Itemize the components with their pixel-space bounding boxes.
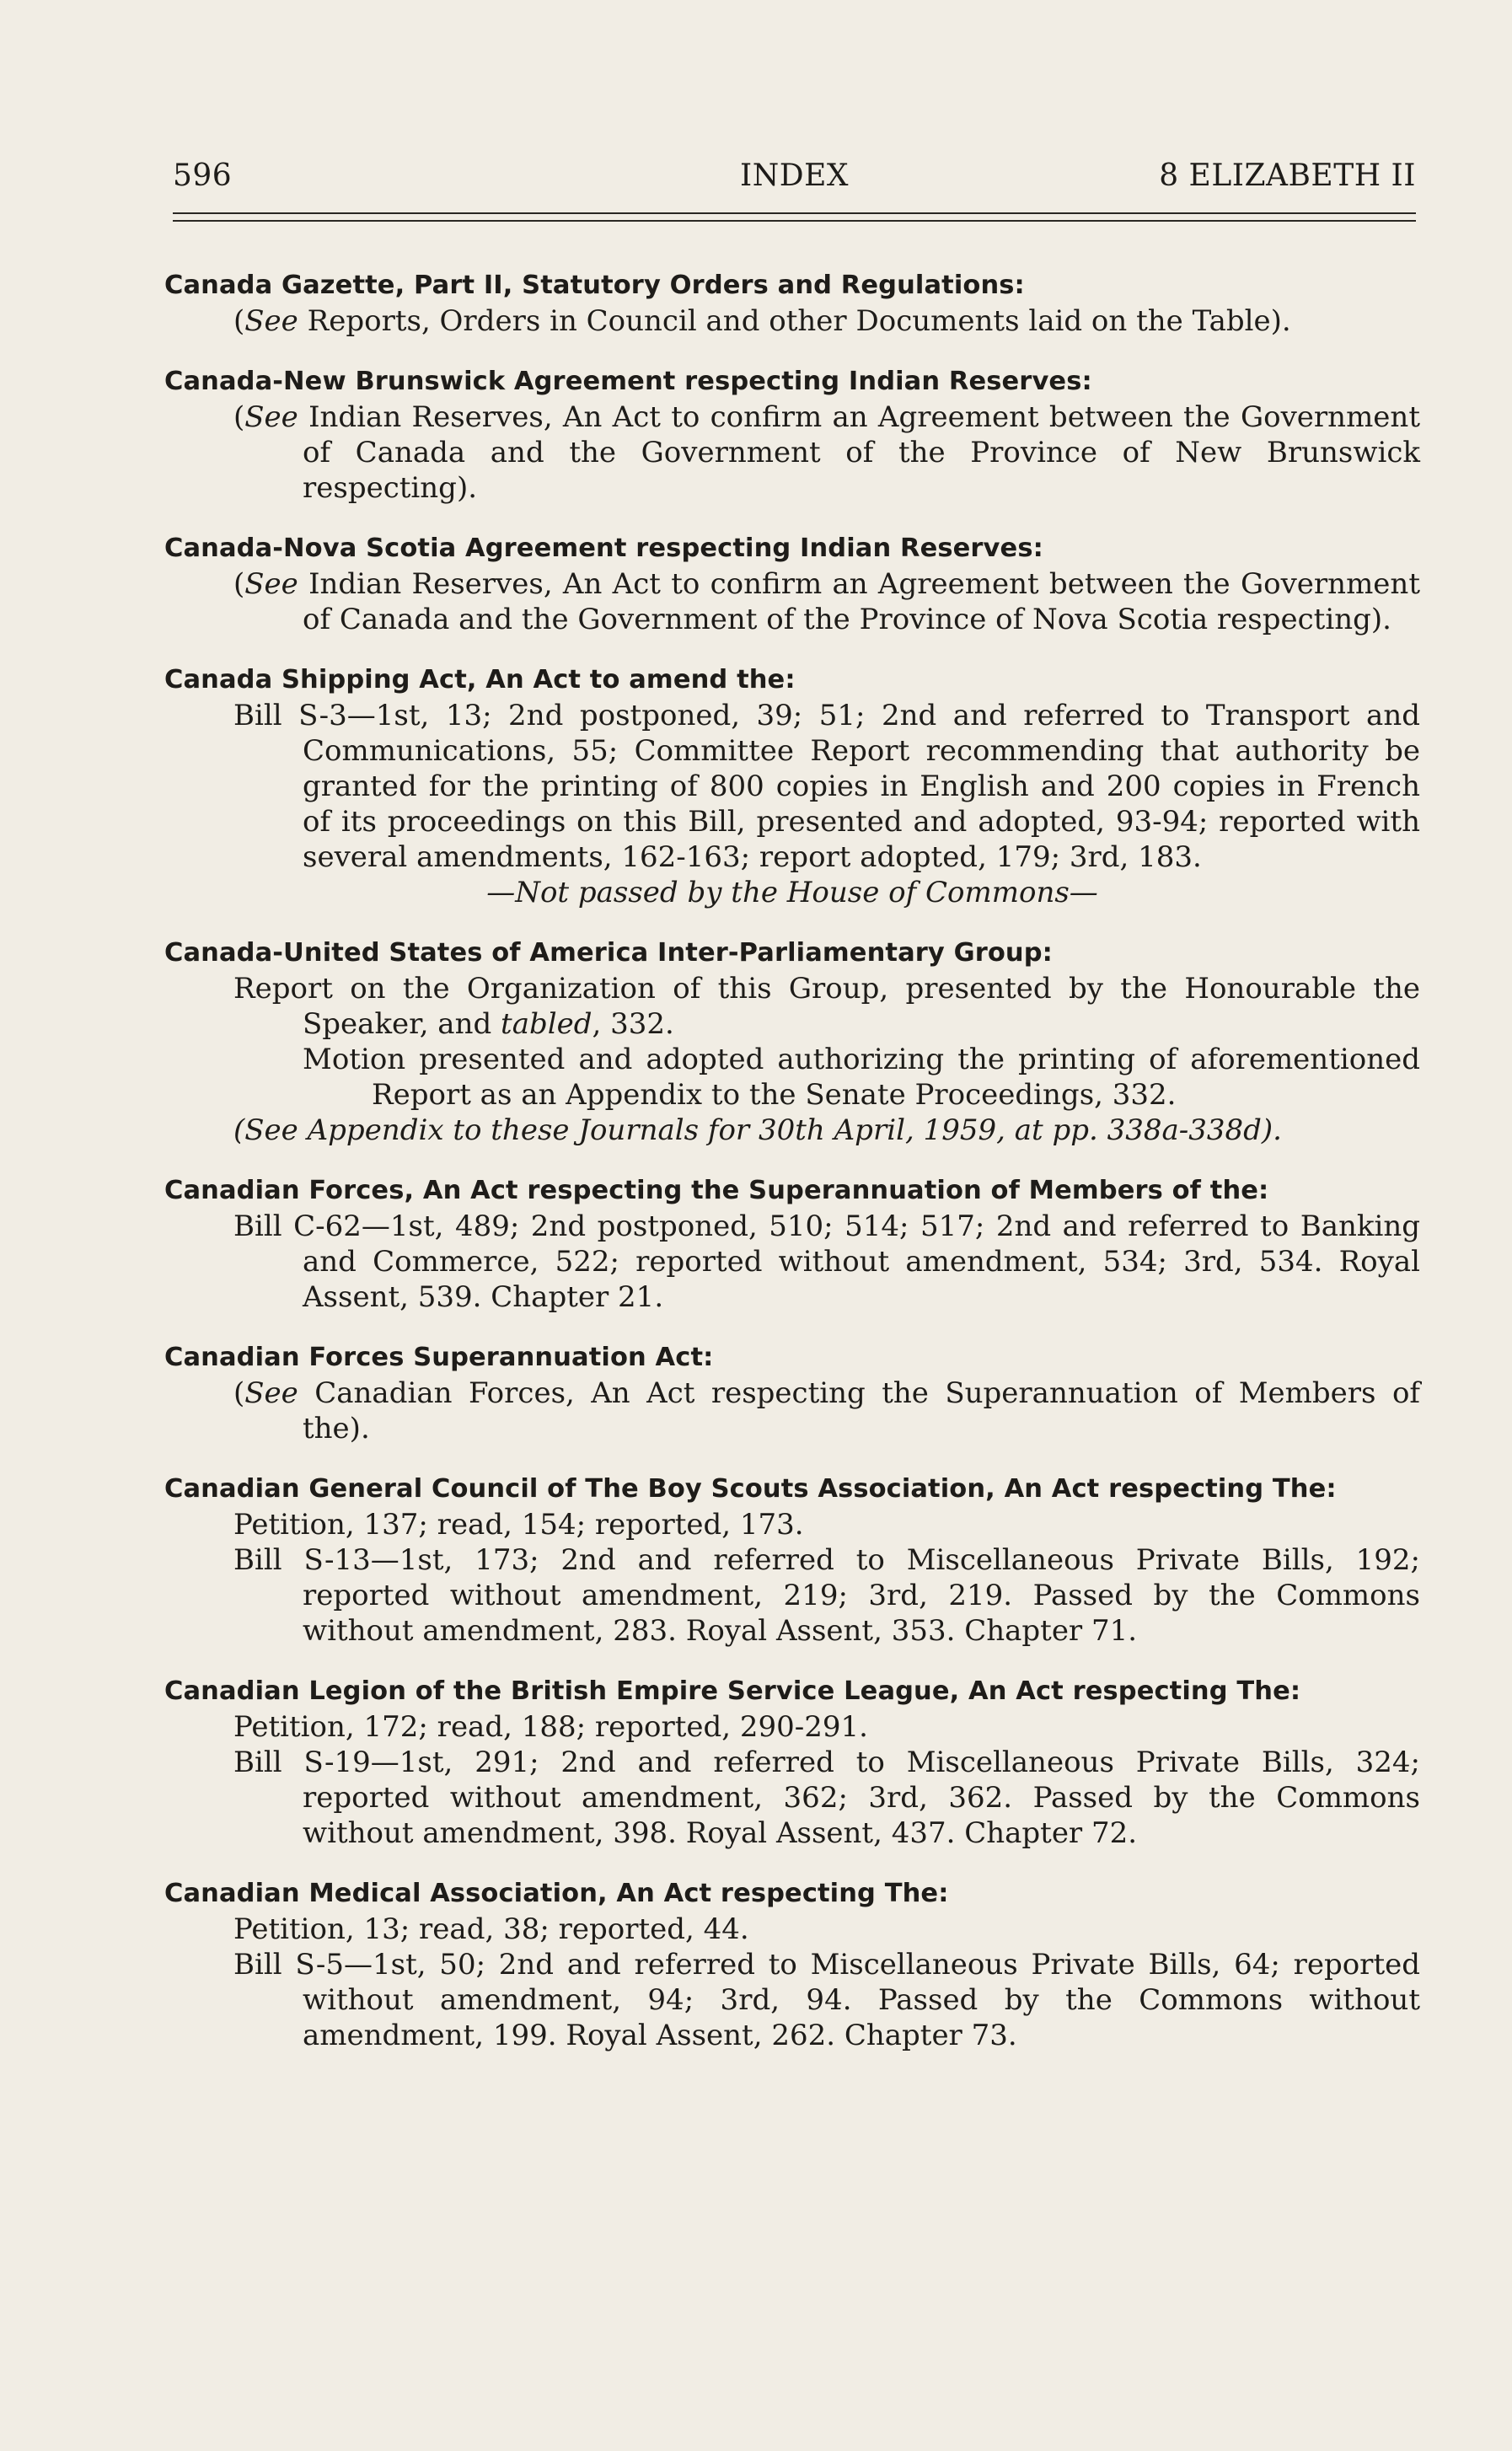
header-rule-bottom (173, 220, 1416, 222)
index-entry-nova-scotia-agreement (164, 531, 1420, 637)
entry-heading: Canadian Legion of the British Empire Service League, An Act respecting The: (164, 1676, 1301, 1706)
petition-line: Petition, 172; read, 188; reported, 290-291. (233, 1710, 868, 1744)
index-entry-canadian-forces (164, 1173, 1420, 1315)
volume-label: 8 ELIZABETH II (1159, 158, 1416, 193)
appendix-reference: (See Appendix to these Journals for 30th April, 1959, at pp. 338a-338d). (233, 1113, 1282, 1147)
index-entry-canadian-legion (164, 1674, 1420, 1851)
entry-heading: Canadian Forces Superannuation Act: (164, 1343, 714, 1372)
entry-heading: Canada-Nova Scotia Agreement respecting Indian Reserves: (164, 534, 1043, 563)
see-reference: (See Indian Reserves, An Act to confirm an Agreement between the Government of Canada and the Government of the Province of Nova Scotia respecting). (233, 567, 1420, 636)
index-entry-canada-shipping-act (164, 662, 1420, 910)
entry-heading: Canada Shipping Act, An Act to amend the: (164, 665, 796, 695)
entry-heading: Canada-New Brunswick Agreement respecting Indian Reserves: (164, 367, 1092, 396)
bill-history: Bill S-3—1st, 13; 2nd postponed, 39; 51; 2nd and referred to Transport and Communications, 55; Committee Report recommending that authority be granted for the printing of 800 copies in English and 200 copies in French of its proceedings on this Bill, presented and adopted, 93-94; reported with several amendments, 162-163; report adopted, 179; 3rd, 183. (233, 699, 1420, 874)
bill-history: Bill S-13—1st, 173; 2nd and referred to Miscellaneous Private Bills, 192; reported without amendment, 219; 3rd, 219. Passed by the Commons without amendment, 283. Royal Assent, 353. Chapter 71. (233, 1543, 1420, 1648)
index-entry-inter-parliamentary-group (164, 936, 1420, 1148)
index-entries (164, 268, 1420, 2078)
entry-heading: Canada Gazette, Part II, Statutory Orders and Regulations: (164, 271, 1025, 300)
index-entry-canadian-medical-association (164, 1876, 1420, 2053)
page-title: INDEX (740, 158, 849, 193)
see-reference: (See Indian Reserves, An Act to confirm an Agreement between the Government of Canada and the Government of the Province of New Brunswick respecting). (233, 400, 1420, 505)
entry-heading: Canadian Forces, An Act respecting the Superannuation of Members of the: (164, 1176, 1269, 1205)
header-rule-top (173, 212, 1416, 214)
status-note: —Not passed by the House of Commons— (486, 876, 1098, 909)
bill-history: Bill C-62—1st, 489; 2nd postponed, 510; 514; 517; 2nd and referred to Banking and Commerce, 522; reported without amendment, 534; 3rd, 534. Royal Assent, 539. Chapter 21. (233, 1209, 1420, 1314)
page-number: 596 (173, 158, 233, 193)
report-line: Report on the Organization of this Group, presented by the Honourable the Speaker, and tabled, 332. (233, 972, 1420, 1041)
entry-heading: Canadian General Council of The Boy Scouts Association, An Act respecting The: (164, 1474, 1337, 1504)
see-reference: (See Canadian Forces, An Act respecting the Superannuation of Members of the). (233, 1376, 1420, 1445)
petition-line: Petition, 137; read, 154; reported, 173. (233, 1508, 804, 1542)
bill-history: Bill S-19—1st, 291; 2nd and referred to Miscellaneous Private Bills, 324; reported without amendment, 362; 3rd, 362. Passed by the Commons without amendment, 398. Royal Assent, 437. Chapter 72. (233, 1746, 1420, 1850)
motion-line: Motion presented and adopted authorizing the printing of aforementioned Report as an Appendix to the Senate Proceedings, 332. (303, 1043, 1420, 1112)
index-entry-boy-scouts (164, 1472, 1420, 1649)
page-header (173, 158, 1416, 193)
index-entry-forces-superannuation-act (164, 1340, 1420, 1446)
bill-history: Bill S-5—1st, 50; 2nd and referred to Miscellaneous Private Bills, 64; reported without amendment, 94; 3rd, 94. Passed by the Commons without amendment, 199. Royal Assent, 262. Chapter 73. (233, 1948, 1420, 2052)
entry-heading: Canada-United States of America Inter-Parliamentary Group: (164, 938, 1053, 968)
entry-heading: Canadian Medical Association, An Act respecting The: (164, 1879, 949, 1908)
index-entry-new-brunswick-agreement (164, 364, 1420, 506)
index-entry-canada-gazette (164, 268, 1420, 339)
see-reference: (See Reports, Orders in Council and other Documents laid on the Table). (233, 304, 1291, 338)
petition-line: Petition, 13; read, 38; reported, 44. (233, 1912, 749, 1946)
